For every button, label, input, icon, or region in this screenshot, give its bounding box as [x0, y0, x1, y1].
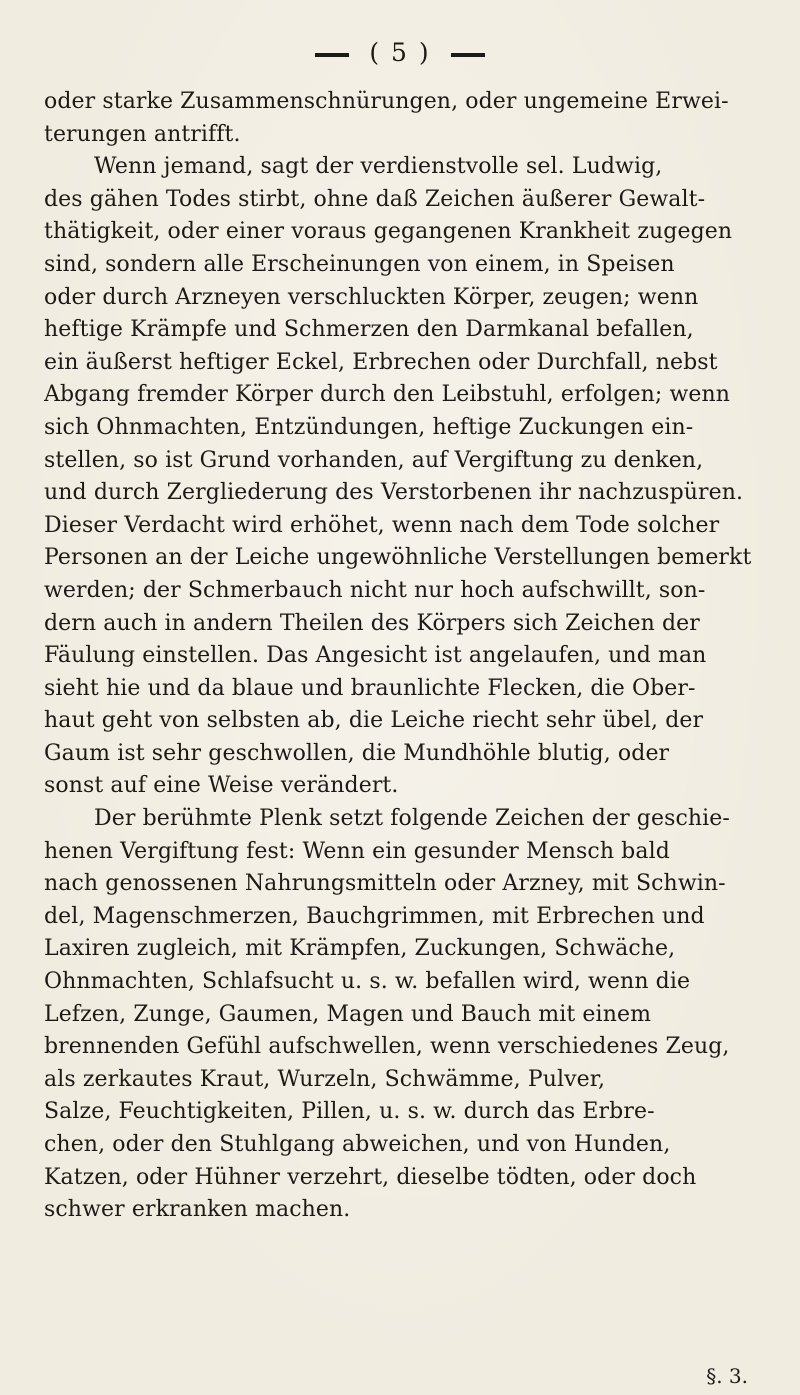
text-line: oder starke Zusammenschnürungen, oder ungemeine Erwei-: [44, 89, 729, 114]
text-line: sonst auf eine Weise verändert.: [44, 773, 399, 799]
body-text: [44, 86, 779, 1227]
text-line: sieht hie und da blaue und braunlichte Flecken, die Ober-: [44, 675, 696, 701]
text-line: del, Magenschmerzen, Bauchgrimmen, mit Erbrechen und: [44, 903, 705, 929]
paragraph-start-line: Der berühmte Plenk setzt folgende Zeichen der geschie-: [94, 806, 730, 832]
text-line: oder durch Arzneyen verschluckten Körper, zeugen; wenn: [44, 284, 699, 310]
text-line: des gähen Todes stirbt, ohne daß Zeichen äußerer Gewalt-: [44, 186, 706, 212]
text-line: ein äußerst heftiger Eckel, Erbrechen oder Durchfall, nebst: [44, 349, 718, 375]
text-line: Salze, Feuchtigkeiten, Pillen, u. s. w. durch das Erbre-: [44, 1099, 655, 1125]
text-line: nach genossenen Nahrungsmitteln oder Arzney, mit Schwin-: [44, 871, 726, 897]
page-number: ( 5 ): [369, 38, 431, 67]
text-line: Fäulung einstellen. Das Angesicht ist angelaufen, und man: [44, 643, 707, 669]
catchword: §. 3.: [706, 1364, 748, 1388]
text-line: chen, oder den Stuhlgang abweichen, und von Hunden,: [44, 1132, 671, 1157]
text-line: henen Vergiftung fest: Wenn ein gesunder Mensch bald: [44, 838, 670, 864]
text-line: Personen an der Leiche ungewöhnliche Verstellungen bemerkt: [44, 545, 752, 571]
text-line: stellen, so ist Grund vorhanden, auf Vergiftung zu denken,: [44, 447, 704, 473]
text-line: werden; der Schmerbauch nicht nur hoch aufschwillt, son-: [44, 577, 706, 603]
text-line: sind, sondern alle Erscheinungen von einem, in Speisen: [44, 251, 675, 277]
text-line: heftige Krämpfe und Schmerzen den Darmkanal befallen,: [44, 317, 694, 343]
text-line: terungen antrifft.: [44, 121, 241, 147]
text-line: thätigkeit, oder einer voraus gegangenen Krankheit zugegen: [44, 219, 733, 245]
text-line: als zerkautes Kraut, Wurzeln, Schwämme, Pulver,: [44, 1066, 606, 1092]
text-line: Laxiren zugleich, mit Krämpfen, Zuckungen, Schwäche,: [44, 936, 676, 962]
text-line: Lefzen, Zunge, Gaumen, Magen und Bauch mit einem: [44, 1001, 652, 1027]
text-line: Gaum ist sehr geschwollen, die Mundhöhle blutig, oder: [44, 740, 670, 766]
header-rule-left: [315, 53, 349, 57]
header-rule-right: [451, 53, 485, 57]
text-line: haut geht von selbsten ab, die Leiche riecht sehr übel, der: [44, 708, 704, 734]
text-line: Katzen, oder Hühner verzehrt, dieselbe tödten, oder doch: [44, 1164, 697, 1190]
text-line: brennenden Gefühl aufschwellen, wenn verschiedenes Zeug,: [44, 1034, 730, 1060]
paragraph-start-line: Wenn jemand, sagt der verdienstvolle sel. Ludwig,: [94, 154, 663, 180]
page-header: [0, 38, 800, 67]
text-line: und durch Zergliederung des Verstorbenen ihr nachzuspüren.: [44, 480, 744, 506]
text-line: Ohnmachten, Schlafsucht u. s. w. befallen wird, wenn die: [44, 969, 691, 995]
text-line: schwer erkranken machen.: [44, 1197, 351, 1223]
text-line: Dieser Verdacht wird erhöhet, wenn nach dem Tode solcher: [44, 512, 720, 538]
text-line: Abgang fremder Körper durch den Leibstuhl, erfolgen; wenn: [44, 382, 731, 408]
text-line: sich Ohnmachten, Entzündungen, heftige Zuckungen ein-: [44, 414, 694, 440]
text-line: dern auch in andern Theilen des Körpers sich Zeichen der: [44, 610, 700, 636]
